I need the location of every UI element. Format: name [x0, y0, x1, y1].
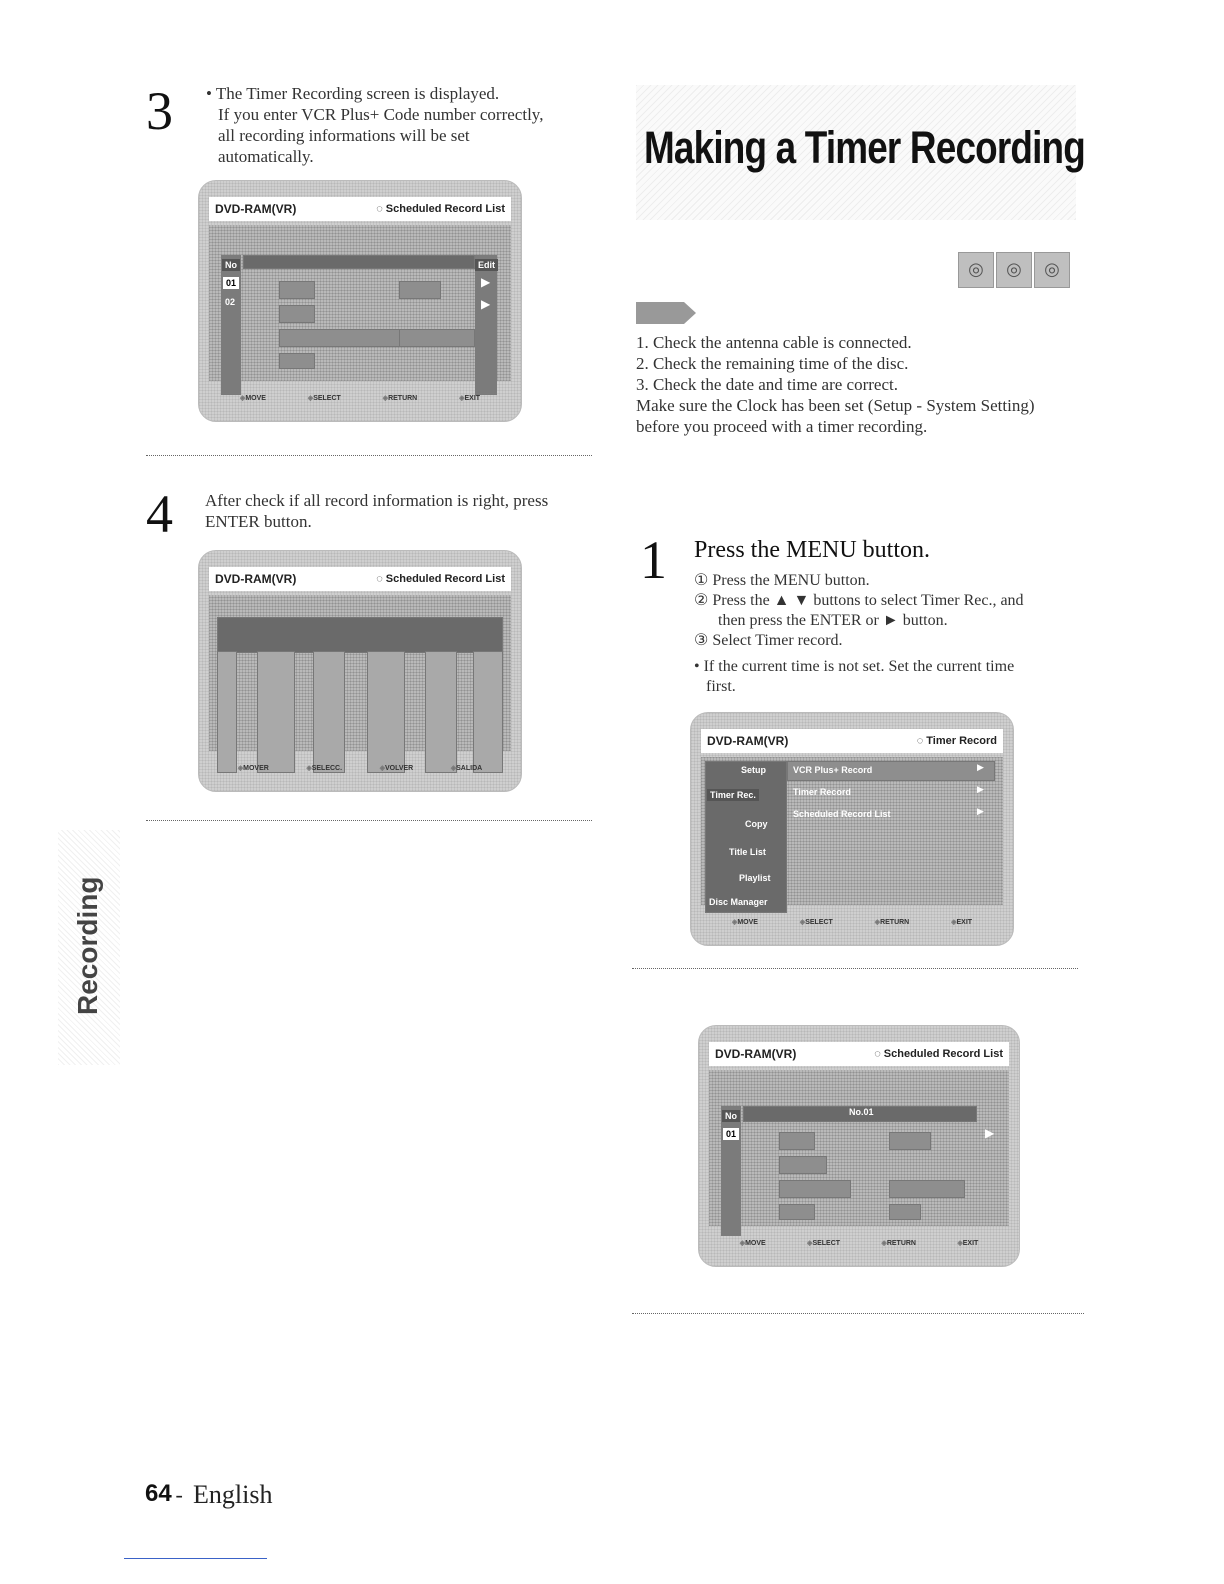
disc-icon-dvd-ram: ◎ [958, 252, 994, 288]
col-no: No [722, 1110, 740, 1122]
table-header-row [217, 617, 503, 653]
field-block [889, 1204, 921, 1220]
screen-footer [219, 759, 501, 777]
table-column [257, 651, 295, 773]
table-column [473, 651, 503, 773]
record-number: No.01 [849, 1107, 874, 1117]
divider [146, 820, 592, 821]
footer-exit: ◈ SALIDA [451, 764, 482, 772]
field-block [779, 1204, 815, 1220]
footer-rule [124, 1558, 267, 1559]
step-number-4: 4 [146, 484, 173, 544]
timer-icon: ◌ [376, 203, 386, 215]
device-label: DVD-RAM(VR) [707, 734, 789, 748]
row-01[interactable]: 01 [723, 1128, 739, 1140]
divider [146, 455, 592, 456]
text-line: then press the ENTER or ► button. [718, 612, 948, 629]
text-line: After check if all record information is right, press [205, 491, 549, 510]
text-line: 2. Check the remaining time of the disc. [636, 354, 909, 373]
footer-exit: ◈ EXIT [459, 394, 480, 402]
side-column [221, 255, 241, 395]
footer-move: ◈ MOVE [240, 394, 266, 402]
menu-left-panel [705, 761, 787, 913]
footer-exit: ◈ EXIT [957, 1239, 978, 1247]
divider [632, 1313, 1084, 1314]
screen-scheduled-list-a [198, 180, 522, 422]
table-column [313, 651, 345, 773]
field-block [779, 1132, 815, 1150]
mode-text: Scheduled Record List [385, 203, 505, 215]
screen-scheduled-list-b [198, 550, 522, 792]
text-line: • The Timer Recording screen is displayed. [206, 84, 500, 103]
screen-header [709, 1042, 1009, 1066]
table-column [217, 651, 237, 773]
step-number-3: 3 [146, 81, 173, 141]
field-block [889, 1180, 965, 1198]
device-label: DVD-RAM(VR) [215, 572, 297, 586]
text-line: • If the current time is not set. Set the current time [694, 658, 1015, 675]
field-block [889, 1132, 931, 1150]
arrow-right-icon: ▶ [977, 763, 984, 773]
side-column [721, 1106, 741, 1236]
footer-exit: ◈ EXIT [951, 918, 972, 926]
menu-item-title-list[interactable]: Title List [729, 847, 766, 857]
arrow-right-icon[interactable]: ▶ [481, 297, 491, 311]
mode-text: Scheduled Record List [385, 573, 505, 585]
prerequisite-text [636, 332, 1076, 437]
screen-header [701, 729, 1003, 753]
side-tab-label: Recording [72, 876, 103, 1015]
title-bar [243, 255, 475, 269]
arrow-right-icon[interactable]: ▶ [481, 275, 491, 289]
step-number-1: 1 [640, 530, 667, 590]
screen-header [209, 197, 511, 221]
text-line: ③ Select Timer record. [694, 632, 843, 649]
text-line: 1. Check the antenna cable is connected. [636, 333, 912, 352]
col-edit: Edit [475, 259, 498, 271]
screen-body [701, 757, 1003, 905]
field-block [279, 329, 401, 347]
field-block [779, 1156, 827, 1174]
screen-footer [219, 389, 501, 407]
page-title: Making a Timer Recording [644, 122, 1085, 173]
footer-move: ◈ MOVER [238, 764, 269, 772]
disc-icon-dvd-rw: ◎ [996, 252, 1032, 288]
page-number: 64 [145, 1480, 172, 1507]
screen-header [209, 567, 511, 591]
submenu-scheduled-list[interactable]: Scheduled Record List [793, 809, 891, 819]
text-line: all recording informations will be set [218, 126, 470, 145]
field-block [279, 353, 315, 369]
field-block [279, 305, 315, 323]
footer-return: ◈ RETURN [875, 918, 910, 926]
text-line: Make sure the Clock has been set (Setup - System Setting) [636, 396, 1035, 415]
screen-body [209, 225, 511, 381]
menu-item-copy[interactable]: Copy [745, 819, 768, 829]
menu-item-playlist[interactable]: Playlist [739, 873, 771, 883]
menu-item-setup[interactable]: Setup [741, 765, 767, 775]
submenu-timer-record[interactable]: Timer Record [793, 787, 851, 797]
text-line: ② Press the ▲ ▼ buttons to select Timer Rec., and [694, 592, 1024, 609]
footer-select: ◈ SELECT [308, 394, 341, 402]
table-column [367, 651, 405, 773]
mode-label [917, 735, 997, 747]
text-line: ① Press the MENU button. [694, 572, 870, 589]
submenu-vcr-plus[interactable]: VCR Plus+ Record [793, 765, 873, 775]
mode-text: Scheduled Record List [883, 1048, 1003, 1060]
field-block [399, 329, 475, 347]
step-1-text [694, 571, 1084, 697]
page-language: English [193, 1480, 273, 1509]
step-4-text [205, 490, 595, 532]
divider [632, 968, 1078, 969]
mode-label [376, 203, 505, 215]
footer-move: ◈ MOVE [740, 1239, 766, 1247]
device-label: DVD-RAM(VR) [715, 1047, 797, 1061]
mode-text: Timer Record [926, 735, 997, 747]
screen-timer-record-menu [690, 712, 1014, 946]
arrow-right-icon[interactable]: ▶ [985, 1126, 995, 1140]
footer-move: ◈ MOVE [732, 918, 758, 926]
field-block [279, 281, 315, 299]
footer-return: ◈ RETURN [383, 394, 418, 402]
arrow-right-icon: ▶ [977, 785, 984, 795]
menu-item-timer-rec[interactable]: Timer Rec. [707, 789, 759, 801]
arrow-right-icon: ▶ [977, 807, 984, 817]
col-no: No [222, 259, 240, 271]
step-1-heading: Press the MENU button. [694, 537, 930, 563]
text-line: 3. Check the date and time are correct. [636, 375, 898, 394]
mode-label [376, 573, 505, 585]
field-block [399, 281, 441, 299]
field-block [779, 1180, 851, 1198]
footer-select: ◈ SELECC. [306, 764, 342, 772]
screen-body [709, 1070, 1009, 1226]
menu-item-disc-manager[interactable]: Disc Manager [709, 897, 768, 907]
text-line: before you proceed with a timer recording. [636, 417, 928, 436]
text-line: automatically. [218, 147, 314, 166]
timer-icon: ◌ [376, 573, 386, 585]
table-column [425, 651, 457, 773]
footer-return: ◈ RETURN [881, 1239, 916, 1247]
row-02: 02 [225, 297, 236, 307]
timer-icon: ◌ [874, 1048, 884, 1060]
page-separator: - [170, 1482, 189, 1507]
screen-footer [719, 1234, 999, 1252]
footer-select: ◈ SELECT [800, 918, 833, 926]
text-line: If you enter VCR Plus+ Code number correctly, [218, 105, 544, 124]
step-3-text [206, 83, 596, 167]
mode-label [874, 1048, 1003, 1060]
section-side-tab [58, 830, 120, 1065]
device-label: DVD-RAM(VR) [215, 202, 297, 216]
text-line: first. [706, 678, 736, 695]
footer-return: ◈ VOLVER [380, 764, 414, 772]
footer-select: ◈ SELECT [807, 1239, 840, 1247]
text-line: ENTER button. [205, 512, 312, 531]
screen-body [209, 595, 511, 751]
screen-footer [711, 913, 993, 931]
timer-icon: ◌ [916, 735, 927, 747]
disc-icon-dvd-r: ◎ [1034, 252, 1070, 288]
screen-scheduled-list-d [698, 1025, 1020, 1267]
row-01[interactable]: 01 [223, 277, 239, 289]
prerequisite-arrow-icon [636, 302, 696, 324]
